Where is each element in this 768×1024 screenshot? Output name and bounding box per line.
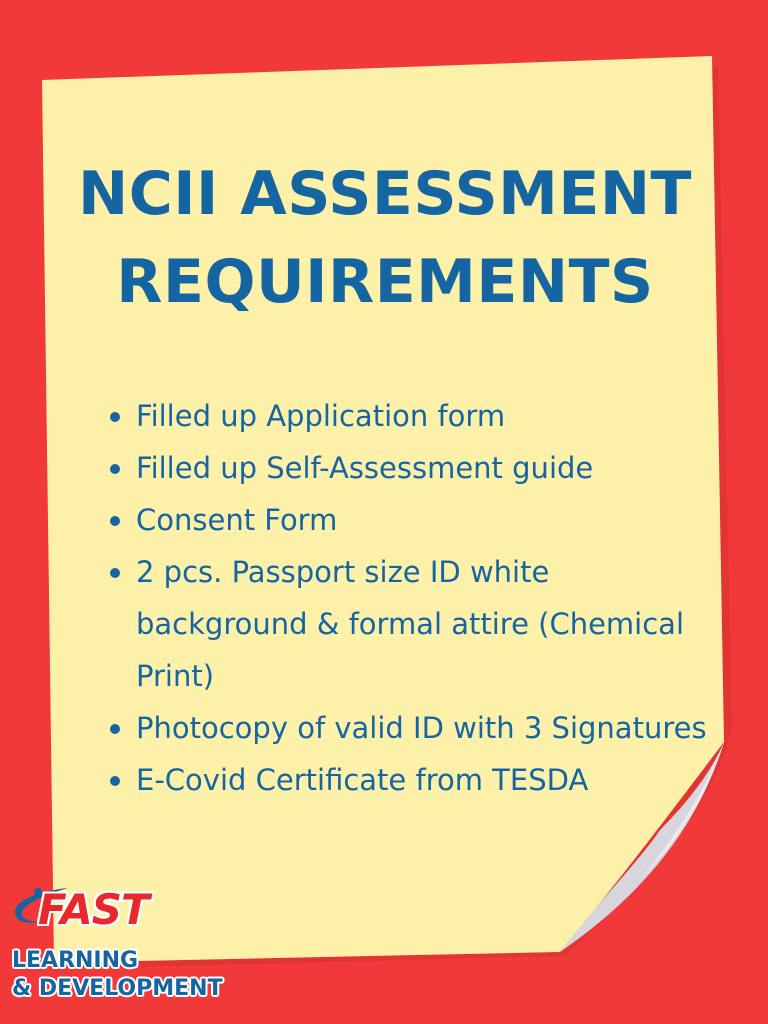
requirement-text: Photocopy of valid ID with 3 Signatures [136,711,707,745]
requirement-text: 2 pcs. Passport size ID white background & formal attire (Chemical Print) [136,555,685,693]
requirements-list [108,390,718,806]
list-item [108,390,718,442]
page-title [60,150,710,326]
logo-line-2: & DEVELOPMENT [12,976,223,1001]
bullet-icon [110,464,120,474]
bullet-icon [110,568,120,578]
logo-line-1: LEARNING [12,948,139,973]
title-line-2: REQUIREMENTS [116,247,654,317]
bullet-icon [110,412,120,422]
requirement-text: Filled up Self-Assessment guide [136,451,594,485]
requirement-text: Filled up Application form [136,399,506,433]
fast-logo [8,876,238,1016]
requirement-text: E-Covid Certificate from TESDA [136,763,589,797]
list-item [108,494,718,546]
bullet-icon [110,776,120,786]
logo-brand: FAST [38,885,149,934]
requirement-text: Consent Form [136,503,338,537]
title-line-1: NCII ASSESSMENT [77,159,692,229]
list-item [108,546,718,702]
list-item [108,754,718,806]
list-item [108,442,718,494]
bullet-icon [110,516,120,526]
list-item [108,702,718,754]
bullet-icon [110,724,120,734]
